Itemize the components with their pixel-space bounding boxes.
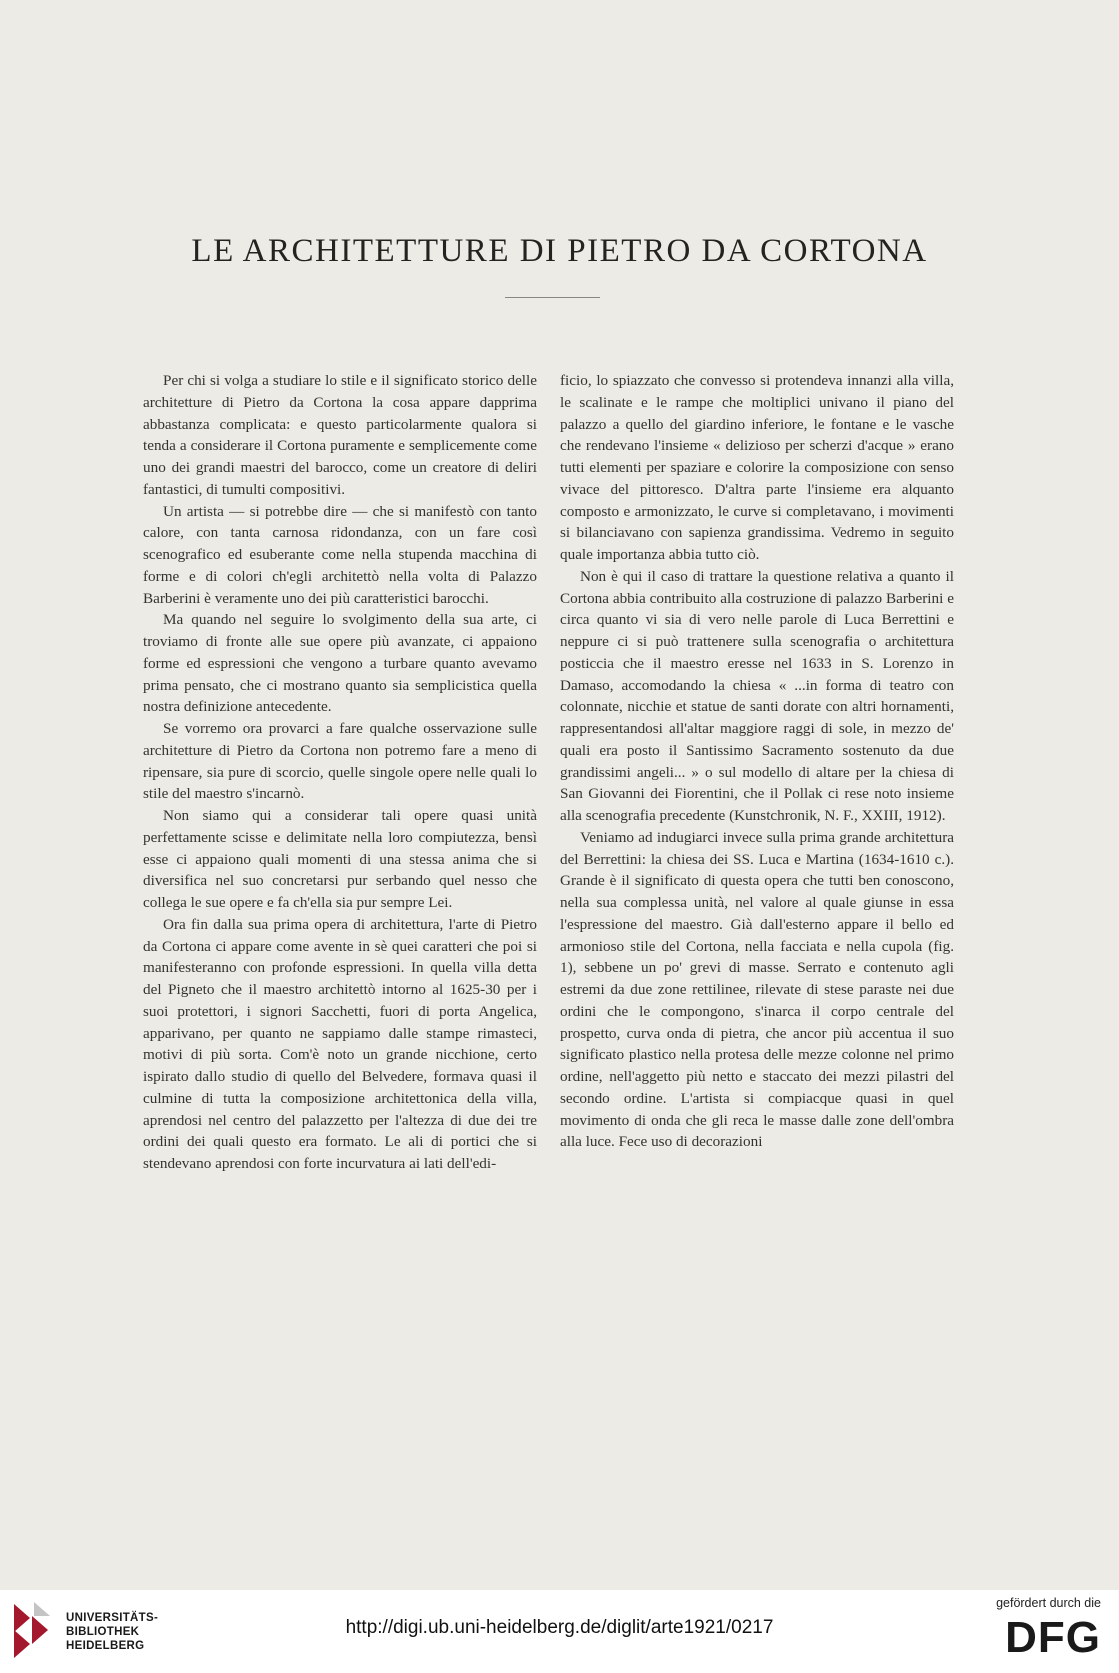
paragraph: Non siamo qui a considerar tali opere quasi unità perfettamente scisse e delimitate nella loro compiutezza, bensì esse ci appaiono quali momenti di una stessa anima che si diversifica nel suo concretarsi pur serbando quel nesso che collega le sue opere e fa ch'ella sia pur sempre Lei. — [143, 807, 537, 911]
paragraph: Un artista — si potrebbe dire — che si manifestò con tanto calore, con tanta carnosa ridondanza, con un fare così scenografico ed esuberante come nella stupenda macchina di forme e di colori ch'egli architettò nella volta di Palazzo Barberini è veramente uno dei più caratteristici barocchi. — [143, 502, 537, 607]
library-name-line: UNIVERSITÄTS- — [66, 1612, 159, 1624]
left-column — [143, 370, 537, 1175]
footer-bar — [0, 1590, 1119, 1673]
paragraph: ficio, lo spiazzato che convesso si protendeva innanzi alla villa, le scalinate e le rampe che moltiplici univano il piano del palazzo a quello del giardino inferiore, le fontane e le vasche che rendevano l'insieme « delizioso per scherzi d'acque » erano tutti elementi per spaziare e colorire la composizione con senso vivace del pittoresco. D'altra parte l'insieme era alquanto composto e armonizzato, le curve si completavano, i movimenti si bilanciavano con sapienza grandissima. Vedremo in seguito quale importanza abbia tutto ciò. — [560, 372, 954, 563]
paragraph: Ora fin dalla sua prima opera di architettura, l'arte di Pietro da Cortona ci appare come avente in sè quei caratteri che poi si manifesteranno con profonde espressioni. In quella villa detta del Pigneto che il maestro architettò intorno al 1625-30 per i suoi protettori, i signori Sacchetti, fuori di porta Angelica, apparivano, per quanto ne sappiamo dalle stampe rimasteci, motivi di più sorta. Com'è noto un grande nicchione, certo ispirato dallo studio di quello del Belvedere, formava quasi il culmine di tutta la composizione architettonica della villa, aprendosi nel centro del palazzetto per l'altezza di due dei tre ordini dei quali questo era formato. Le ali di portici che si stendevano aprendosi con forte incurvatura ai lati dell'edi- — [143, 915, 537, 1172]
paragraph: Ma quando nel seguire lo svolgimento della sua arte, ci troviamo di fronte alle sue opere più avanzate, ci appaiono forme ed espressioni che vengono a turbare quanto avevamo prima pensato, che ci mostrano quanto sia semplicistica quella nostra definizione antecedente. — [143, 611, 537, 716]
paragraph: Se vorremo ora provarci a fare qualche osservazione sulle architetture di Pietro da Cortona non potremo fare a meno di ripensare, sia pure di scorcio, quelle singole opere nelle quali lo stile del maestro s'incarnò. — [143, 720, 537, 803]
library-name-line: HEIDELBERG — [66, 1640, 145, 1652]
dfg-logo-icon — [995, 1614, 1101, 1656]
paragraph: Veniamo ad indugiarci invece sulla prima grande architettura del Berrettini: la chiesa dei SS. Luca e Martina (1634-1610 c.). Grande è il significato di questa opera che tutti ben conoscono, nella sua complessa unità, nel valore al quale giunse in essa l'espressione del maestro. Già dall'esterno appare il bello ed armonioso stile del Cortona, nella facciata e nella cupola (fig. 1), sebbene un po' grevi di masse. Serrato e contenuto agli estremi da due zone rettilinee, rilevate di stese paraste nei due ordini che le compongono, s'inarca il corpo centrale del prospetto, curva onda di pietra, che ancor più accentua il suo significato plastico nella protesa delle mezze colonne nel primo ordine, nell'aggetto più netto e staccato dei mezzi pilastri del secondo ordine. L'artista si compiacque quasi in quel movimento di onda che gli reca le masse dalle zone dell'ombra alla luce. Fece uso di decorazioni — [560, 828, 954, 1151]
paragraph: Non è qui il caso di trattare la questione relativa a quanto il Cortona abbia contribuito alla costruzione di palazzo Barberini e circa quanto vi sia di vero nelle parole di Luca Berrettini e neppure ci si può trattenere sulla scenografia o architettura posticcia che il maestro eresse nel 1633 in S. Lorenzo in Damaso, accomodando la chiesa « ...in forma di teatro con colonnate, nicchie et statue de santi dorate con altri hornamenti, rappresentandosi all'altar maggiore raggi di sole, in mezzo de' quali era posto il Santissimo Sacramento sostenuto da due grandissimi angeli... » o sul modello di altare per la chiesa di San Giovanni dei Fiorentini, che il Pollak ci rese noto insieme alla scenografia precedente (Kunstchronik, N. F., XXIII, 1912). — [560, 567, 954, 824]
library-name-line: BIBLIOTHEK — [66, 1626, 140, 1638]
right-column — [560, 370, 954, 1153]
article-title: LE ARCHITETTURE DI PIETRO DA CORTONA — [191, 233, 928, 269]
permalink-url[interactable]: http://digi.ub.uni-heidelberg.de/diglit/arte1921/0217 — [345, 1617, 774, 1638]
funder-label: gefördert durch die — [996, 1596, 1101, 1610]
paragraph: Per chi si volga a studiare lo stile e il significato storico delle architetture di Pietro da Cortona la cosa appare dapprima abbastanza complicata: e questo particolarmente qualora si tenda a considerare il Cortona puramente e semplicemente come uno dei grandi maestri del barocco, come un creatore di deliri fantastici, di tumulti compositivi. — [143, 372, 537, 498]
title-divider — [505, 297, 600, 298]
svg-text:DFG: DFG — [1005, 1614, 1101, 1656]
funder-block — [979, 1596, 1101, 1656]
